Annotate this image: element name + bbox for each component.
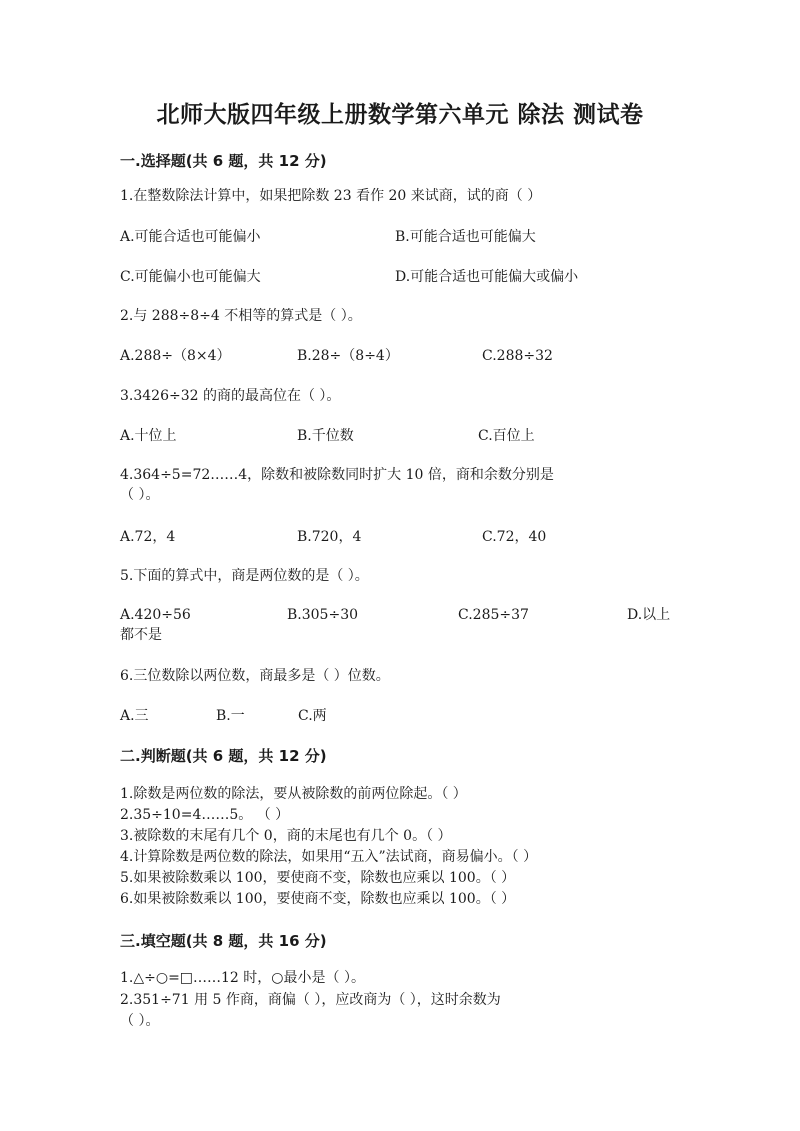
option-c: C.两 [298,708,327,724]
fill-item-continuation: （ ）。 [120,1013,160,1029]
question-stem: 5.下面的算式中，商是两位数的是（ ）。 [120,568,369,584]
question-stem: 3.3426÷32 的商的最高位在（ ）。 [120,388,341,404]
fill-item: 2.351÷71 用 5 作商，商偏（ ），应改商为（ ），这时余数为 [120,992,501,1008]
option-a: A.三 [120,708,149,724]
option-d: D.可能合适也可能偏大或偏小 [395,269,579,285]
page-title: 北师大版四年级上册数学第六单元 除法 测试卷 [156,102,644,128]
question-stem: 2.与 288÷8÷4 不相等的算式是（ ）。 [120,308,362,324]
option-a: A.72，4 [120,529,176,545]
fill-item: 1.△÷○=□……12 时，○最小是（ ）。 [120,970,365,986]
question-stem-continuation: （ ）。 [120,487,160,503]
option-b: B.305÷30 [287,607,359,623]
option-a: A.288÷（8×4） [120,348,231,364]
option-b: B.720，4 [297,529,362,545]
option-b: B.一 [216,708,245,724]
option-d-continuation: 都不是 [120,627,162,643]
judge-item: 6.如果被除数乘以 100，要使商不变，除数也应乘以 100。（ ） [120,891,516,907]
option-a: A.十位上 [120,428,177,444]
option-c: C.百位上 [478,428,535,444]
option-c: C.可能偏小也可能偏大 [120,269,261,285]
section-heading-choice: 一.选择题(共 6 题，共 12 分) [120,152,327,170]
option-a: A.可能合适也可能偏小 [120,229,261,245]
option-c: C.285÷37 [458,607,529,623]
question-stem: 6.三位数除以两位数，商最多是（ ）位数。 [120,668,390,684]
option-b: B.28÷（8÷4） [297,348,399,364]
question-stem: 4.364÷5=72……4，除数和被除数同时扩大 10 倍，商和余数分别是 [120,467,554,483]
option-b: B.可能合适也可能偏大 [395,229,536,245]
option-d: D.以上 [627,607,671,623]
option-c: C.72，40 [482,529,547,545]
judge-item: 5.如果被除数乘以 100，要使商不变，除数也应乘以 100。（ ） [120,870,516,886]
option-c: C.288÷32 [482,348,553,364]
section-heading-judge: 二.判断题(共 6 题，共 12 分) [120,747,327,765]
judge-item: 3.被除数的末尾有几个 0，商的末尾也有几个 0。（ ） [120,828,452,844]
section-heading-fill: 三.填空题(共 8 题，共 16 分) [120,932,327,950]
question-stem: 1.在整数除法计算中，如果把除数 23 看作 20 来试商，试的商（ ） [120,188,542,204]
option-a: A.420÷56 [120,607,191,623]
option-b: B.千位数 [297,428,354,444]
judge-item: 4.计算除数是两位数的除法，如果用“五入”法试商，商易偏小。（ ） [120,849,538,865]
judge-item: 1.除数是两位数的除法，要从被除数的前两位除起。（ ） [120,786,467,802]
judge-item: 2.35÷10=4……5。 （ ） [120,807,290,823]
